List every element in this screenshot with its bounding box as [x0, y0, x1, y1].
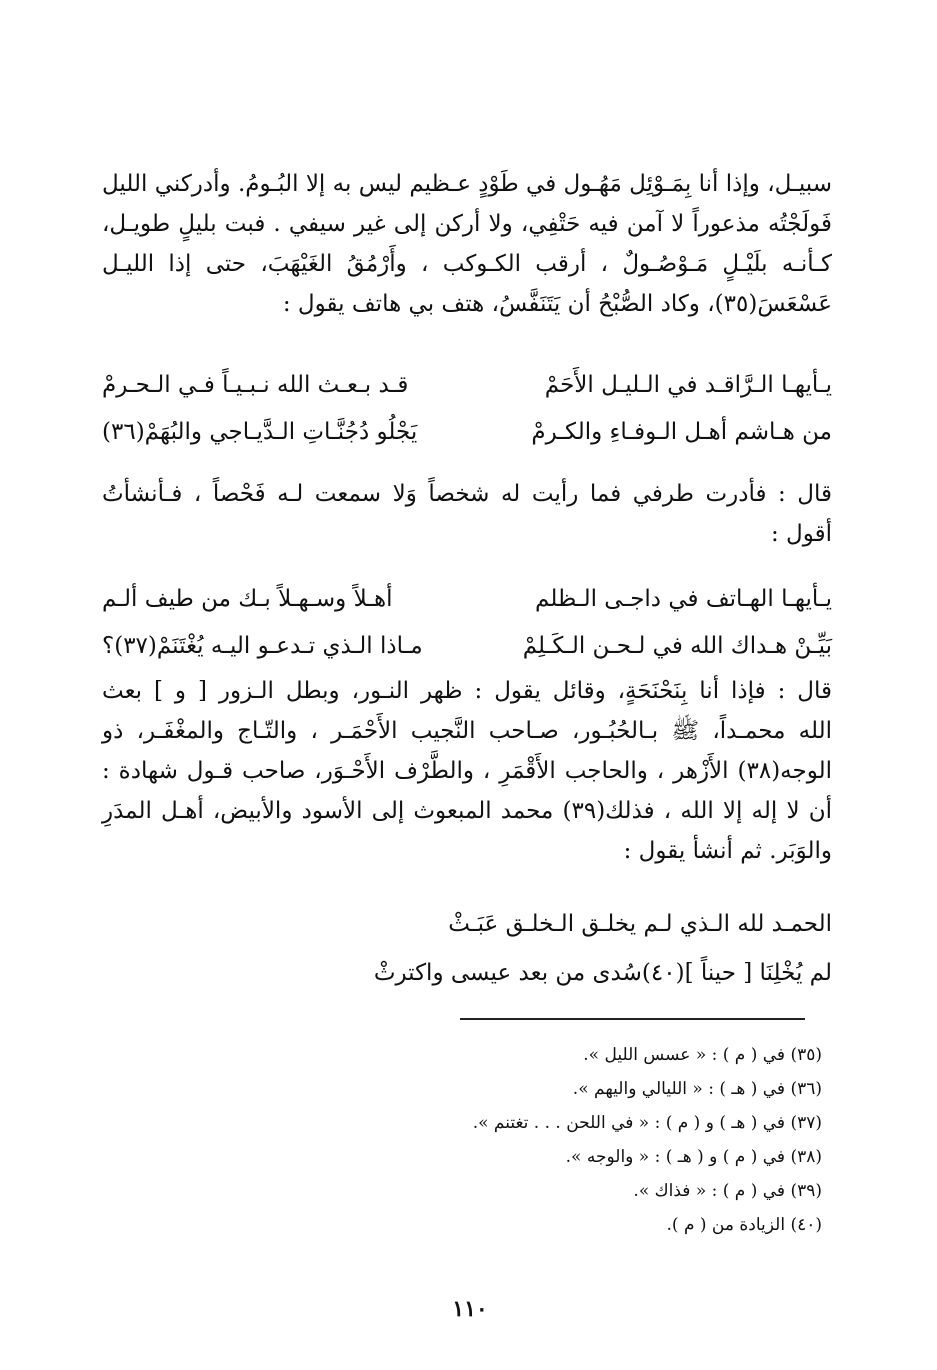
verse-first-hemistich: يـأيهـا الهـاتف في داجـى الـظلم: [535, 586, 832, 612]
paragraph-description: [102, 671, 832, 871]
verse-first-hemistich: يـأيهـا الـرَّاقـد في الـليـل الأَحَمْ: [544, 372, 832, 398]
poem-verse: [102, 579, 832, 619]
poem-verse: [102, 365, 832, 405]
text-line: كـأنـه بلَيْـلٍ مَـوْصُـولٌ ، أرقب الكـوكب ، وأَرْمُقُ الغَيْهَبَ، حتى إذا الليـل: [102, 251, 832, 277]
poem-line-text: لم يُخْلِنَا [ حيناً ](٤٠)سُدى من بعد عيسى واكترثْ: [373, 960, 832, 986]
text-line: الله محمـداً، ﷺ بـالحُبُـور، صـاحب النَّجيب الأَحْمَـر ، والتّـاج والمغْفَـر، ذو: [102, 718, 832, 744]
verse-second-hemistich: أهـلاً وسـهـلاً بـك من طيف ألـم: [102, 586, 393, 612]
text-line: أقول :: [770, 521, 832, 547]
paragraph-opening: [102, 164, 832, 324]
page-number: ١١٠: [452, 1296, 488, 1322]
verse-second-hemistich: يَجْلُو دُجُنَّـاتِ الـدَّيـاجي والبُهَمْ(٣٦): [102, 419, 418, 445]
text-line: قال : فأدرت طرفي فما رأيت له شخصاً وَلا سمعت لـه فَحْصاً ، فـأنشأتُ: [102, 481, 832, 507]
text-line: عَسْعَسَ(٣٥)، وكاد الصُّبْحُ أن يَتَنَفَّسُ، هتف بي هاتف يقول :: [282, 291, 832, 317]
text-line: الوجه(٣٨) الأَزْهر ، والحاجب الأَقْمَرِ ، والطَّرْف الأَحْـوَر، صاحب قـول شهادة :: [102, 758, 832, 784]
poem-verse: [102, 626, 832, 666]
footnote-item: (٣٩) في ( م ) : « فذاك ».: [633, 1181, 822, 1201]
verse-second-hemistich: قـد بـعـث الله نـبـيـاً فـي الـحـرمْ: [102, 372, 409, 398]
verse-second-hemistich: مـاذا الـذي تـدعـو اليـه يُغْتَنَمْ(٣٧)؟: [102, 633, 423, 659]
footnote-divider: [460, 1018, 805, 1020]
paragraph-narration: [102, 474, 832, 554]
footnote-item: (٣٥) في ( م ) : « عسس الليل ».: [583, 1045, 822, 1065]
poem-line: [102, 904, 832, 944]
text-line: والوَبَر. ثم أنشأ يقول :: [623, 838, 832, 864]
text-line: فَولَجْتُه مذعوراً لا آمن فيه حَتْفِي، ولا أركن إلى غير سيفي . فبت بليلٍ طويـل،: [102, 211, 832, 237]
text-line: قال : فإذا أنا بِنَحْنَحَةٍ، وقائل يقول : ظهر النـور، وبطل الـزور [ و ] بعث: [102, 678, 832, 704]
footnote-item: (٣٨) في ( م ) و ( هـ ) : « والوجه ».: [565, 1147, 822, 1167]
footnote-item: (٤٠) الزيادة من ( م ).: [666, 1215, 822, 1235]
footnotes: [222, 1038, 822, 1242]
text-line: سبيـل، وإذا أنا بِمَـوْئِل مَهُـول في طَوْدٍ عـظيم ليس به إلا البُـومُ. وأدركني الليل: [102, 171, 832, 197]
footnote-item: (٣٧) في ( هـ ) و ( م ) : « في اللحن . . . تغتنم ».: [472, 1113, 822, 1133]
footnote-item: (٣٦) في ( هـ ) : « الليالي واليهم ».: [572, 1079, 822, 1099]
poem-line-text: الحمـد لله الـذي لـم يخلـق الـخلـق عَبَـثْ: [448, 911, 832, 937]
verse-first-hemistich: بَيِّـنْ هـداك الله في لـحـن الـكَـلِمْ: [522, 633, 832, 659]
poem-verse: [102, 412, 832, 452]
verse-first-hemistich: من هـاشم أهـل الـوفـاءِ والكـرمْ: [531, 419, 832, 445]
text-line: أن لا إله إلا الله ، فذلك(٣٩) محمد المبعوث إلى الأسود والأبيض، أهـل المدَرِ: [102, 798, 833, 824]
poem-line: [102, 953, 832, 993]
